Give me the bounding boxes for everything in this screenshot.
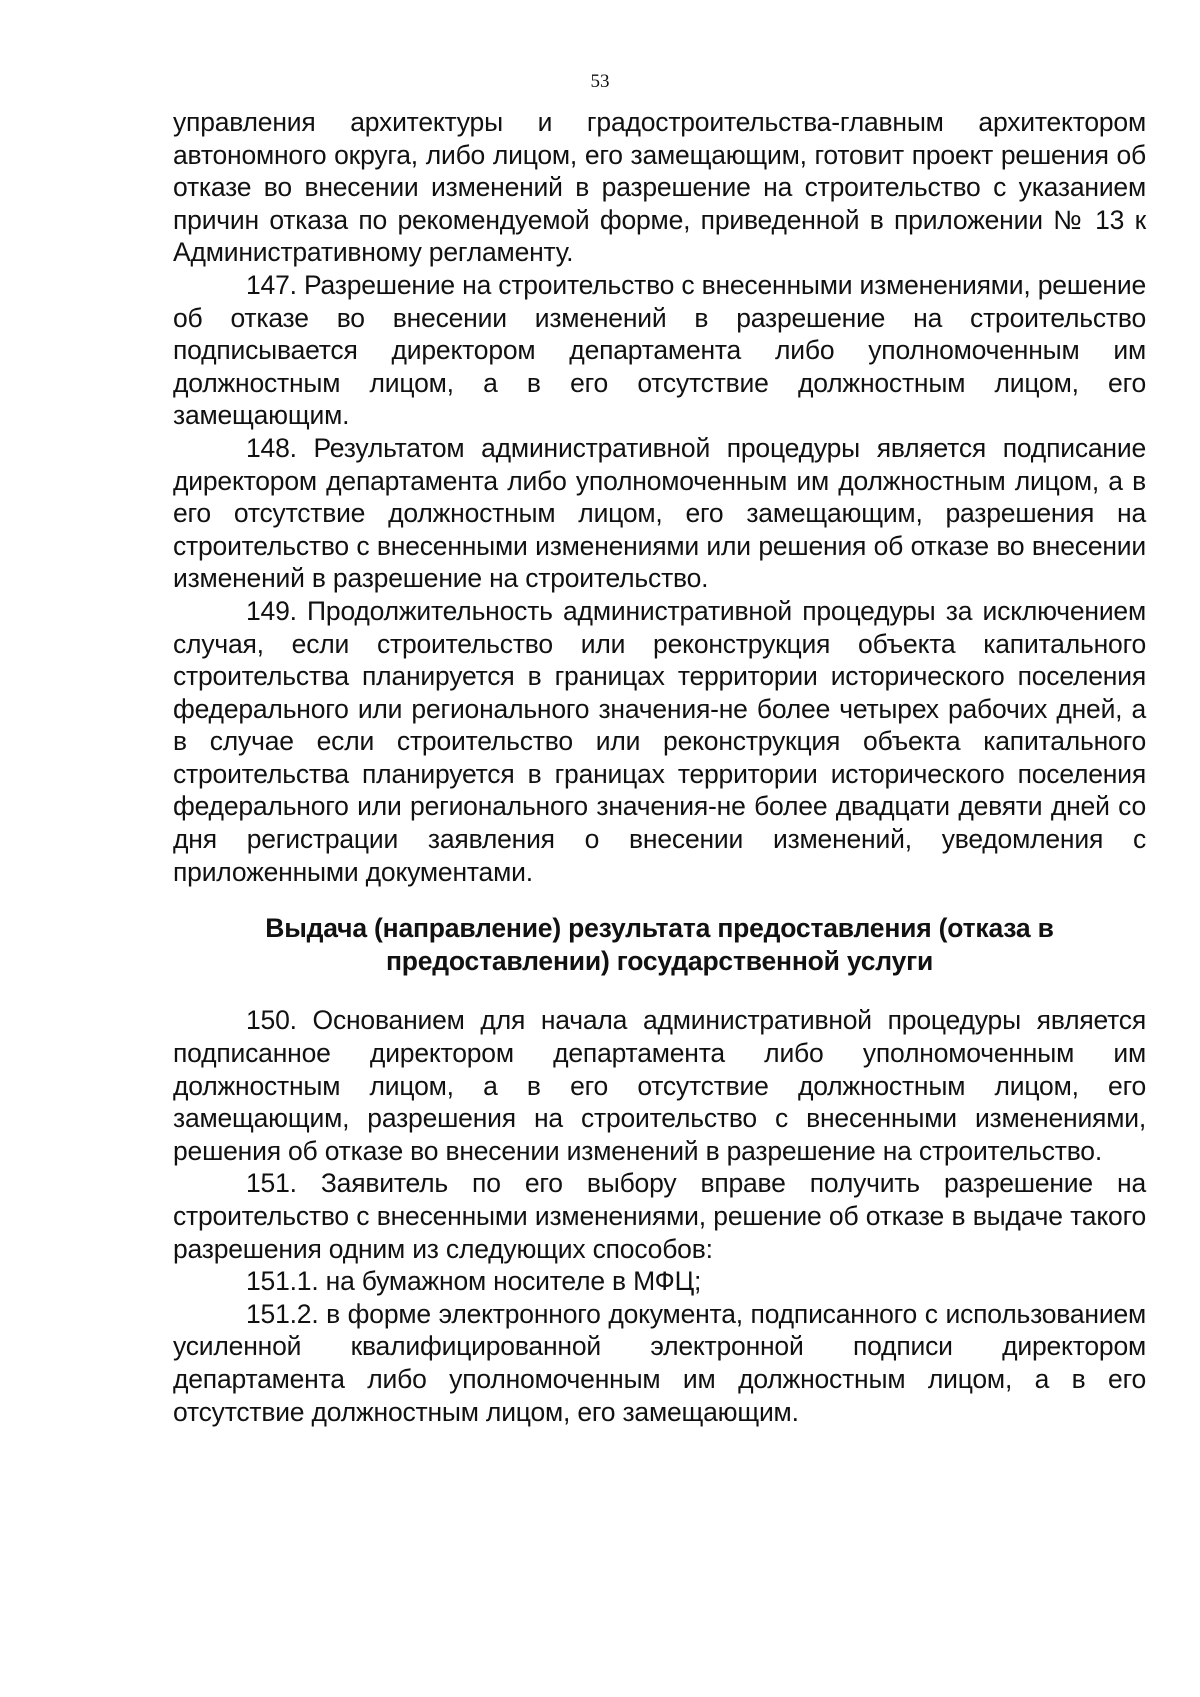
document-body — [173, 106, 1146, 1428]
section-heading: Выдача (направление) результата предоставления (отказа в предоставлении) государственной услуги — [265, 913, 1054, 976]
paragraph-150: 150. Основанием для начала административной процедуры является подписанное директором департамента либо уполномоченным им должностным лицом, а в его отсутствие должностным лицом, его замещающим, разрешения на строительство с внесенными изменениями, решения об отказе во внесении изменений в разрешение на строительство. — [173, 1005, 1146, 1166]
page-number: 53 — [590, 71, 610, 92]
paragraph-147: 147. Разрешение на строительство с внесенными изменениями, решение об отказе во внесении изменений в разрешение на строительство подписывается директором департамента либо уполномоченным им должностным лицом, а в его отсутствие должностным лицом, его замещающим. — [173, 269, 1146, 431]
paragraph-151-1: 151.1. на бумажном носителе в МФЦ; — [246, 1266, 702, 1297]
paragraph-148: 148. Результатом административной процедуры является подписание директором департамента либо уполномоченным им должностным лицом, а в его отсутствие должностным лицом, его замещающим, разрешения на строительство с внесенными изменениями или решения об отказе во внесении изменений в разрешение на строительство. — [173, 432, 1146, 594]
paragraph-149: 149. Продолжительность административной процедуры за исключением случая, если строительство или реконструкция объекта капитального строительства планируется в границах территории исторического поселения федерального или регионального значения-не более четырех рабочих дней, а в случае если строительство или реконструкция объекта капитального строительства планируется в границах территории исторического поселения федерального или регионального значения-не более двадцати девяти дней со дня регистрации заявления о внесении изменений, уведомления с приложенными документами. — [173, 595, 1146, 887]
paragraph-151-2: 151.2. в форме электронного документа, подписанного с использованием усиленной квалифицированной электронной подписи директором департамента либо уполномоченным им должностным лицом, а в его отсутствие должностным лицом, его замещающим. — [173, 1298, 1146, 1427]
paragraph-151: 151. Заявитель по его выбору вправе получить разрешение на строительство с внесенными изменениями, решение об отказе в выдаче такого разрешения одним из следующих способов: — [173, 1168, 1146, 1264]
paragraph-continuation: управления архитектуры и градостроительства-главным архитектором автономного округа, либо лицом, его замещающим, готовит проект решения об отказе во внесении изменений в разрешение на строительство с указанием причин отказа по рекомендуемой форме, приведенной в приложении № 13 к Административному регламенту. — [173, 107, 1146, 268]
